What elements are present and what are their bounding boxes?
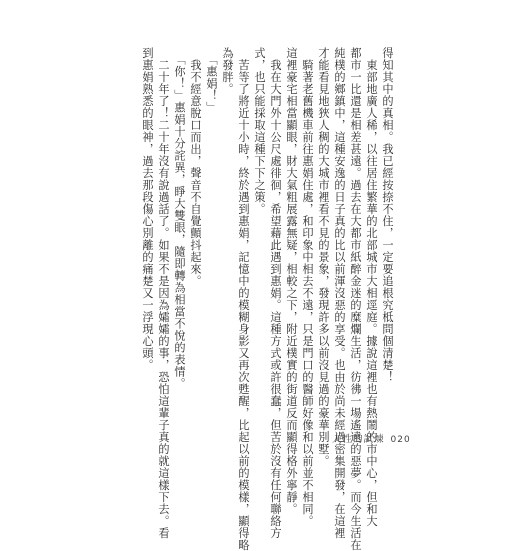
text-column-6: 騎著老舊機車前往惠娟住處，和印象中相去不遠，只是門口的醫師好像和以前並不相同。: [301, 47, 314, 527]
text-column-1: 得知其中的真相。我已經按捺不住，一定要追根究柢問個清楚！: [381, 47, 394, 383]
page-number: 020: [390, 435, 411, 445]
text-column-13: 我不經意脫口而出，聲音不自覺顫抖起來。: [189, 47, 202, 287]
text-column-8: 我在大門外十公尺處徘徊，希望藉此遇到惠娟。這種方式或許很蠢，但苦於沒有任何聯絡方: [269, 47, 282, 539]
text-column-16: 到惠娟熟悉的眼神，過去那段傷心別離的痛楚又一浮現心頭。: [141, 47, 154, 371]
text-column-12: 「惠娟！」: [205, 47, 218, 114]
text-column-7: 這裡豪宅相當顯眼，財大氣粗展露無疑，相較之下，附近樸實的街道反而顯得格外寧靜。: [285, 47, 298, 515]
page-footer: [332, 431, 411, 445]
text-column-4: 純樸的鄉鎮中，這種安逸的日子真的比以前渾沒惡的享受。也由於尚未經過密集開發，在這裡: [333, 47, 346, 539]
text-column-2: 東部地廣人稀，以往居住繁華的北部城市大相逕庭。據說這裡也有熱鬧的市中心，但和大: [365, 47, 378, 527]
running-title: 人性的試煉: [332, 434, 385, 445]
text-column-14: 「你！」惠娟十分詫異，睜大雙眼，隨即轉為相當不悅的表情。: [173, 47, 186, 390]
text-column-5: 才能看見地狹人稠的大城市裡看不見的景象，發現許多以前沒見過的豪華別墅。: [317, 47, 330, 467]
text-column-15: 二十年了！二十年沒有說過話了。如果不是因為孀孀的事，恐怕這輩子真的就這樣下去。看: [157, 47, 170, 539]
text-column-3: 都市一比還是相差甚遠。過去在大都市紙醉金迷的糜爛生活，彷彿一場遙遠的惡夢。而今生活在: [349, 47, 362, 551]
text-column-10: 苦等了將近十小時，終於遇到惠娟，記憶中的模糊身影又再次甦醒，比起以前的模樣，顯得略: [237, 47, 250, 551]
text-column-9: 式，也只能採取這種下下之策。: [253, 47, 266, 215]
text-column-11: 為發胖。: [221, 47, 234, 95]
